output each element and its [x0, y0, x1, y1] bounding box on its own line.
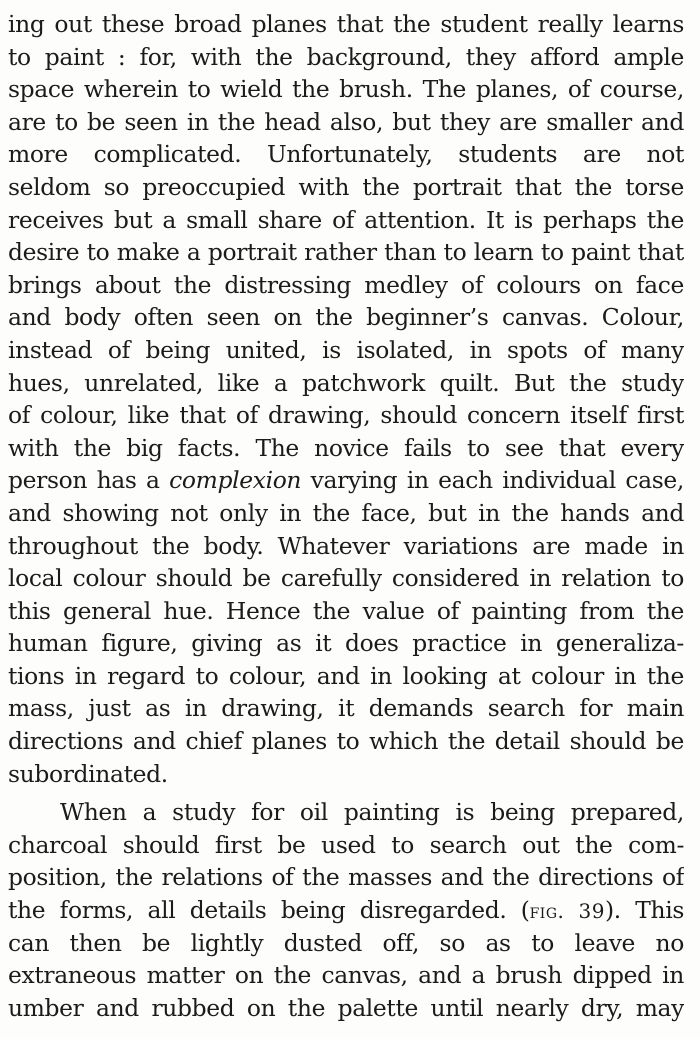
text-line: this general hue. Hence the value of painting from the	[8, 596, 684, 625]
text-line: umber and rubbed on the palette until nearly dry, may	[8, 993, 684, 1022]
text-line: space wherein to wield the brush. The planes, of course,	[8, 75, 684, 104]
text-line: brings about the distressing medley of colours on face	[8, 270, 684, 299]
text-run: ). This	[604, 896, 684, 925]
text-run: varying in each individual case,	[301, 466, 684, 495]
text-line: throughout the body. Whatever variations are made in	[8, 531, 684, 560]
italic-term: complexion	[169, 466, 302, 495]
body-text	[8, 8, 684, 1024]
text-run: the forms, all details being disregarded. (	[8, 896, 530, 925]
text-line: mass, just as in drawing, it demands search for main	[8, 694, 684, 723]
text-line: extraneous matter on the canvas, and a brush dipped in	[8, 961, 684, 990]
text-line: receives but a small share of attention. It is perhaps the	[8, 205, 684, 234]
text-line: tions in regard to colour, and in looking at colour in the	[8, 661, 684, 690]
text-line: and body often seen on the beginner’s canvas. Colour,	[8, 303, 684, 332]
text-line: with the big facts. The novice fails to see that every	[8, 433, 684, 462]
text-line: and showing not only in the face, but in the hands and	[8, 498, 684, 527]
text-line: subordinated.	[8, 759, 168, 788]
text-line: can then be lightly dusted off, so as to leave no	[8, 928, 684, 957]
text-line-with-figure-reference	[8, 894, 684, 927]
text-line: human figure, giving as it does practice in generaliza-	[8, 629, 684, 658]
text-line: instead of being united, is isolated, in spots of many	[8, 335, 684, 364]
text-line: more complicated. Unfortunately, students are not	[8, 140, 684, 169]
text-line: hues, unrelated, like a patchwork quilt. But the study	[8, 368, 684, 397]
text-run: person has a	[8, 466, 170, 495]
text-line: When a study for oil painting is being prepared,	[60, 798, 684, 827]
text-line: desire to make a portrait rather than to learn to paint that	[8, 238, 684, 267]
text-line: local colour should be carefully considered in relation to	[8, 564, 684, 593]
text-line: position, the relations of the masses and the directions of	[8, 863, 684, 892]
figure-reference: fig. 39	[529, 899, 605, 924]
text-line: of colour, like that of drawing, should concern itself first	[8, 401, 684, 430]
text-line-with-italic	[8, 464, 684, 497]
text-line: charcoal should first be used to search out the com-	[8, 830, 684, 859]
text-line: ing out these broad planes that the student really learns	[8, 10, 684, 38]
text-line: are to be seen in the head also, but they are smaller and	[8, 107, 684, 136]
text-line: seldom so preoccupied with the portrait that the torse	[8, 172, 684, 201]
text-line: to paint : for, with the background, they afford ample	[8, 42, 684, 71]
text-line: directions and chief planes to which the detail should be	[8, 727, 684, 756]
